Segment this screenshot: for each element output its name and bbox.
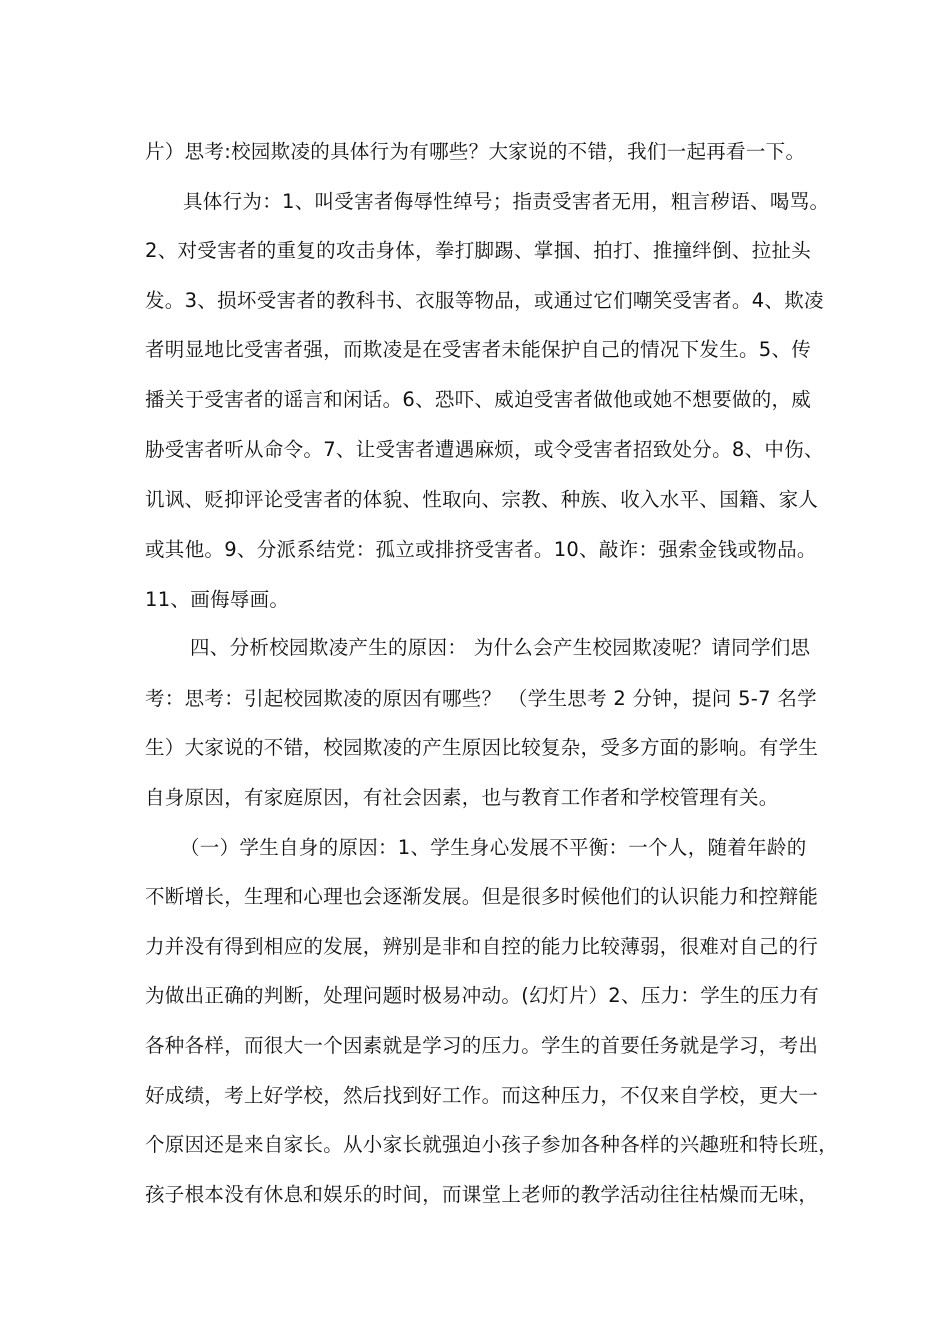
text-line: 力并没有得到相应的发展，辨别是非和自控的能力比较薄弱，很难对自己的行 <box>145 935 819 958</box>
text-line: 个原因还是来自家长。从小家长就强迫小孩子参加各种各样的兴趣班和特长班， <box>145 1133 839 1156</box>
text-line: 为做出正确的判断，处理问题时极易冲动。(幻灯片）2、压力：学生的压力有 <box>145 984 820 1007</box>
section-heading-line: 四、分析校园欺凌产生的原因： 为什么会产生校园欺凌呢？请同学们思 <box>190 636 811 659</box>
subsection-heading-line: （一）学生自身的原因：1、学生身心发展不平衡：一个人，随着年龄的 <box>180 836 807 859</box>
text-line: 考：思考：引起校园欺凌的原因有哪些？ （学生思考 2 分钟，提问 5-7 名学 <box>145 687 817 710</box>
text-line: 11、画侮辱画。 <box>145 588 290 611</box>
text-line: 2、对受害者的重复的攻击身体，拳打脚踢、掌掴、拍打、推撞绊倒、拉扯头 <box>145 239 812 262</box>
text-line: 讥讽、贬抑评论受害者的体貌、性取向、宗教、种族、收入水平、国籍、家人 <box>145 488 819 511</box>
text-line: 生）大家说的不错，校园欺凌的产生原因比较复杂，受多方面的影响。有学生 <box>145 736 819 759</box>
text-line: 发。3、损坏受害者的教科书、衣服等物品，或通过它们嘲笑受害者。4、欺凌 <box>145 289 824 312</box>
text-line: 好成绩，考上好学校，然后找到好工作。而这种压力，不仅来自学校，更大一 <box>145 1084 819 1107</box>
text-line: 孩子根本没有休息和娱乐的时间，而课堂上老师的教学活动往往枯燥而无味， <box>145 1183 819 1206</box>
text-line: 自身原因，有家庭原因，有社会因素，也与教育工作者和学校管理有关。 <box>145 786 779 809</box>
paragraph-start-line: 具体行为：1、叫受害者侮辱性绰号；指责受害者无用，粗言秽语、喝骂。 <box>183 190 830 213</box>
text-line: 者明显地比受害者强，而欺凌是在受害者未能保护自己的情况下发生。5、传 <box>145 338 812 361</box>
text-line: 片）思考:校园欺凌的具体行为有哪些？大家说的不错，我们一起再看一下。 <box>145 140 806 163</box>
text-line: 不断增长，生理和心理也会逐渐发展。但是很多时候他们的认识能力和控辩能 <box>145 885 819 908</box>
text-line: 或其他。9、分派系结党：孤立或排挤受害者。10、敲诈：强索金钱或物品。 <box>145 538 817 561</box>
text-line: 胁受害者听从命令。7、让受害者遭遇麻烦，或令受害者招致处分。8、中伤、 <box>145 438 824 461</box>
text-line: 播关于受害者的谣言和闲话。6、恐吓、威迫受害者做他或她不想要做的，威 <box>145 388 812 411</box>
text-line: 各种各样，而很大一个因素就是学习的压力。学生的首要任务就是学习，考出 <box>145 1034 819 1057</box>
